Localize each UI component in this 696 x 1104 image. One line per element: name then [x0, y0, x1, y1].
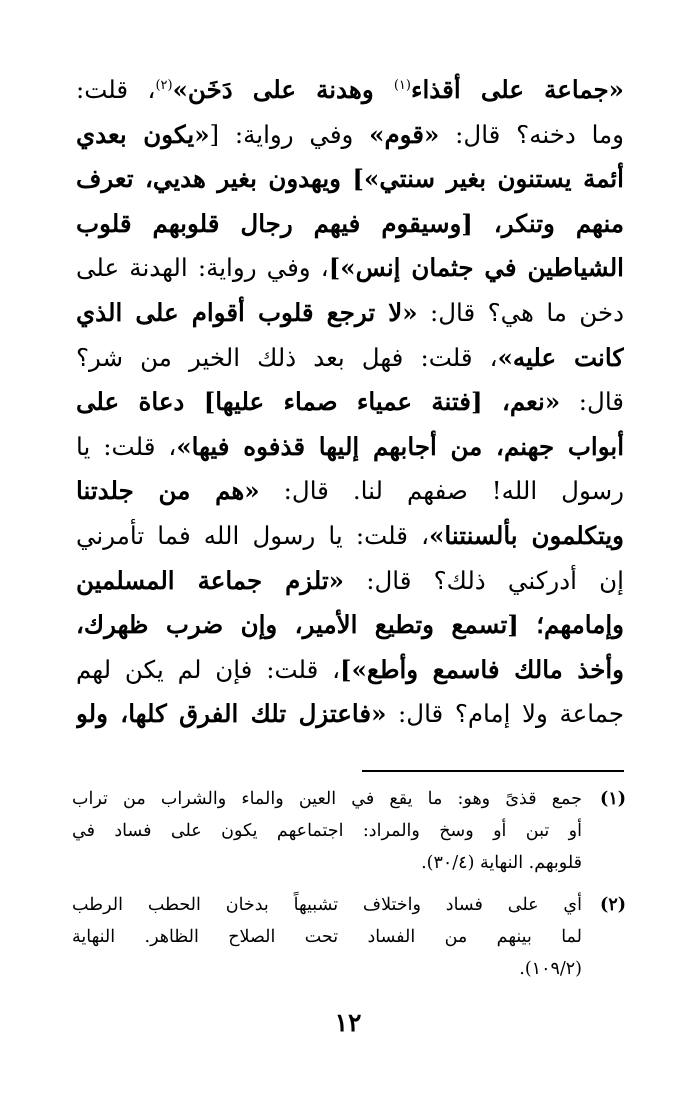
- footnote-text: [72, 889, 582, 985]
- page-number: ١٢: [334, 1008, 362, 1037]
- text-line: [76, 68, 624, 113]
- main-text-body: [76, 68, 624, 737]
- text-segment: «قوم»: [369, 119, 440, 149]
- text-segment: «هم من جلدتنا: [76, 476, 260, 506]
- text-line: [76, 603, 624, 648]
- text-segment: ، قلت: يا رسول الله فما تأمرني: [76, 520, 430, 550]
- text-line: [76, 514, 624, 559]
- text-segment: ، قلت: فإن لم يكن لهم: [76, 654, 341, 684]
- text-line: [76, 692, 624, 737]
- text-line: [76, 336, 624, 381]
- text-segment: وهدنة على دَخَن»: [172, 75, 394, 104]
- text-segment: أبواب جهنم، من أجابهم إليها قذفوه فيها»: [176, 431, 624, 461]
- text-segment: الشياطين في جثمان إنس»]: [328, 253, 624, 283]
- text-segment: ، وفي رواية: الهدنة على: [76, 253, 329, 283]
- text-line: [76, 425, 624, 470]
- footnote-reference: (١): [393, 77, 411, 93]
- text-line: [76, 648, 624, 693]
- text-segment: منهم وتنكر، [وسيقوم فيهم رجال قلوبهم قلوب: [76, 208, 624, 238]
- footnotes: [72, 783, 626, 995]
- footnote-line: لما بينهم من الفساد تحت الصلاح الظاهر. النهاية: [72, 927, 582, 947]
- footnote-line: أو تبن أو وسخ والمراد: اجتماعهم يكون على فساد في: [72, 821, 582, 841]
- text-line: [76, 246, 624, 291]
- footnote-text: [72, 783, 582, 879]
- footnote-reference: (٢): [155, 77, 173, 93]
- footnote-number: (١): [600, 789, 626, 809]
- text-segment: ، قلت:: [76, 75, 156, 104]
- text-line: [76, 113, 624, 158]
- footnote-line: قلوبهم. النهاية (٣٠/٤).: [421, 853, 582, 873]
- text-segment: «نعم، [فتنة عمياء صماء عليها] دعاة على: [76, 387, 561, 417]
- text-line: [76, 202, 624, 247]
- text-segment: رسول الله! صفهم لنا. قال:: [259, 476, 624, 506]
- text-segment: «يكون بعدي: [76, 119, 210, 149]
- text-segment: وإمامهم؛ [تسمع وتطيع الأمير، وإن ضرب ظهرك،: [76, 610, 624, 640]
- text-line: [76, 291, 624, 336]
- footnote-number: (٢): [600, 895, 626, 915]
- footnote-separator: [362, 770, 624, 772]
- text-segment: جماعة ولا إمام؟ قال:: [386, 699, 624, 729]
- text-segment: وما دخنه؟ قال:: [439, 119, 624, 149]
- text-segment: «فاعتزل تلك الفرق كلها، ولو: [76, 699, 387, 729]
- footnote-line: جمع قذىً وهو: ما يقع في العين والماء والشراب من تراب: [72, 789, 582, 809]
- text-segment: قال:: [560, 387, 624, 417]
- text-line: [76, 559, 624, 604]
- footnote-line: أي على فساد واختلاف تشبيهاً بدخان الحطب الرطب: [72, 895, 582, 915]
- text-line: [76, 469, 624, 514]
- text-segment: ، قلت: فهل بعد ذلك الخير من شر؟: [76, 342, 498, 372]
- text-line: [76, 380, 624, 425]
- text-segment: وفي رواية: [: [209, 119, 370, 149]
- text-segment: «جماعة على أقذاء: [410, 75, 624, 104]
- text-segment: دخن ما هي؟ قال:: [417, 297, 624, 327]
- text-segment: كانت عليه»: [497, 342, 624, 372]
- footnote: [72, 889, 626, 985]
- footnote-line: (١٠٩/٢).: [519, 959, 582, 979]
- text-segment: وأخذ مالك فاسمع وأطع»]: [340, 654, 624, 684]
- footnote: [72, 783, 626, 879]
- text-segment: أئمة يستنون بغير سنتي»] ويهدون بغير هديي، تعرف: [76, 164, 624, 194]
- text-segment: «لا ترجع قلوب أقوام على الذي: [76, 297, 418, 327]
- text-segment: «تلزم جماعة المسلمين: [76, 565, 344, 595]
- text-line: [76, 157, 624, 202]
- text-segment: ، قلت: يا: [76, 431, 177, 461]
- text-segment: إن أدركني ذلك؟ قال:: [344, 565, 624, 595]
- text-segment: ويتكلمون بألسنتنا»: [429, 520, 624, 550]
